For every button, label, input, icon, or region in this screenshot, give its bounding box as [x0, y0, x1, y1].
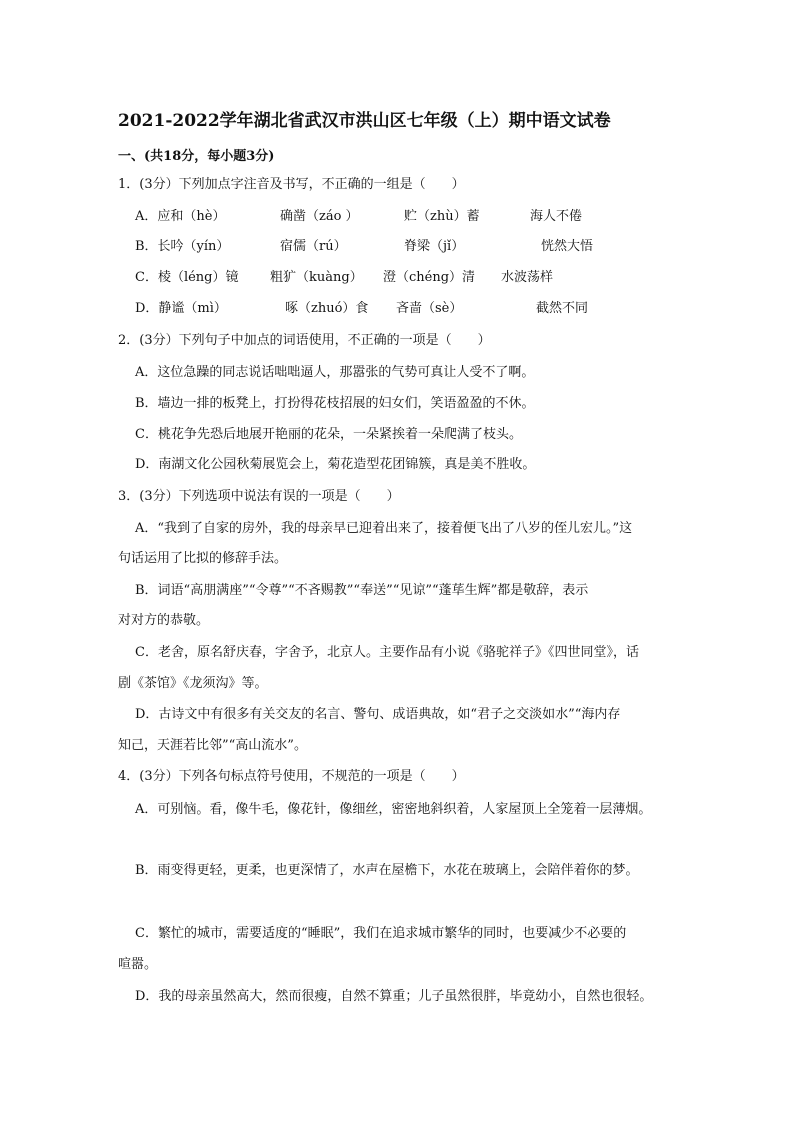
- q1-a-item-2: 确凿（záo ）: [280, 209, 359, 224]
- q1-d-item-4: 截然不同: [536, 301, 589, 316]
- question-2-option-c: C．桃花争先恐后地展开艳丽的花朵，一朵紧挨着一朵爬满了枝头。: [135, 427, 522, 442]
- question-4-stem: 4．(3分）下列各句标点符号使用，不规范的一项是（ ）: [118, 769, 465, 784]
- question-2-option-a: A．这位急躁的同志说话咄咄逼人，那嚣张的气势可真让人受不了啊。: [135, 365, 535, 380]
- q1-d-item-3: 吝啬（sè）: [396, 301, 463, 316]
- page-title: 2021-2022学年湖北省武汉市洪山区七年级（上）期中语文试卷: [118, 111, 611, 131]
- question-3-option-a: A．“我到了自家的房外，我的母亲早已迎着出来了，接着便飞出了八岁的侄儿宏儿。”这: [135, 521, 633, 536]
- question-4-option-c: C．繁忙的城市，需要适度的“睡眠”，我们在追求城市繁华的同时，也要减少不必要的: [135, 926, 627, 941]
- q1-a-item-4: 海人不倦: [530, 209, 583, 224]
- question-4-option-d: D．我的母亲虽然高大，然而很瘦，自然不算重；儿子虽然很胖，毕竟幼小，自然也很轻。: [135, 989, 653, 1004]
- question-3-stem: 3．(3分）下列选项中说法有误的一项是（ ）: [118, 489, 400, 504]
- q1-a-item-3: 贮（zhù）蓄: [404, 209, 480, 224]
- section-heading: 一、(共18分，每小题3分): [118, 149, 275, 164]
- q1-b-item-2: 宿儒（rú）: [280, 239, 347, 254]
- question-2-stem: 2．(3分）下列句子中加点的词语使用，不正确的一项是（ ）: [118, 333, 491, 348]
- q1-c-item-1: C．棱（léng）镜: [135, 270, 239, 285]
- question-3-option-b-continued: 对对方的恭敬。: [118, 613, 210, 628]
- question-4-option-c-continued: 喧嚣。: [118, 957, 158, 972]
- question-3-option-c-continued: 剧《茶馆》《龙须沟》等。: [118, 676, 268, 691]
- question-4-option-a: A．可别恼。看，像牛毛，像花针，像细丝，密密地斜织着，人家屋顶上全笼着一层薄烟。: [135, 802, 652, 817]
- question-2-option-b: B．墙边一排的板凳上，打扮得花枝招展的妇女们，笑语盈盈的不休。: [135, 396, 535, 411]
- q1-c-item-3: 澄（chéng）清: [383, 270, 476, 285]
- question-4-option-b: B．雨变得更轻，更柔，也更深情了，水声在屋檐下，水花在玻璃上，会陪伴着你的梦。: [135, 863, 639, 878]
- q1-c-item-2: 粗犷（kuàng）: [270, 270, 363, 285]
- question-3-option-c: C．老舍，原名舒庆春，字舍予，北京人。主要作品有小说《骆驼祥子》《四世同堂》，话: [135, 645, 639, 660]
- q1-d-item-1: D．静谧（mì）: [135, 301, 227, 316]
- question-2-option-d: D．南湖文化公园秋菊展览会上，菊花造型花团锦簇，真是美不胜收。: [135, 457, 536, 472]
- question-1-stem: 1．(3分）下列加点字注音及书写，不正确的一组是（ ）: [118, 177, 465, 192]
- q1-c-item-4: 水波荡样: [501, 270, 554, 285]
- q1-b-item-1: B．长吟（yín）: [135, 239, 230, 254]
- q1-b-item-4: 恍然大悟: [541, 239, 594, 254]
- q1-a-item-1: A．应和（hè）: [135, 209, 226, 224]
- question-3-option-a-continued: 句话运用了比拟的修辞手法。: [118, 551, 288, 566]
- q1-b-item-3: 脊梁（jǐ）: [404, 239, 465, 254]
- q1-d-item-2: 啄（zhuó）食: [285, 301, 369, 316]
- question-3-option-b: B．词语“高朋满座”“令尊”“不吝赐教”“奉送”“见谅”“蓬荜生辉”都是敬辞，表示: [135, 583, 589, 598]
- question-3-option-d-continued: 知己，天涯若比邻”“高山流水”。: [118, 738, 307, 753]
- question-3-option-d: D．古诗文中有很多有关交友的名言、警句、成语典故，如“君子之交淡如水”“海内存: [135, 707, 621, 722]
